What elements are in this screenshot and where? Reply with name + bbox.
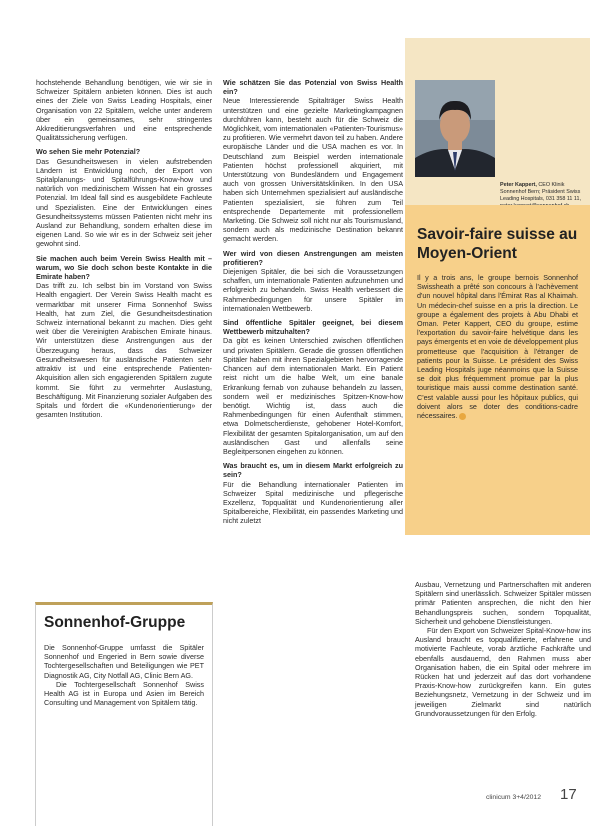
question-heading: Sind öffentliche Spitäler geeignet, bei diesem Wettbewerb mitzuhalten? xyxy=(223,318,403,337)
paragraph: Für den Export von Schweizer Spital-Know-how ins Ausland braucht es topqualifizierte, erfahrene und motivierte Fachleute, vorab ärztliche Fachkräfte und ebenfalls ausdauernd, den Rahmen muss aber Organisation haben, die ein Spital oder mehrere im Rücken hat und jederzeit auf das dort vorhandene Praxis-Know-how zurückgreifen kann. Ein gutes Beziehungsnetz, Vernetzung in der Schweiz und im jeweiligen Zielmarkt sind natürlich Grundvoraussetzungen für den Erfolg. xyxy=(415,626,591,718)
magazine-footer: clinicum 3+4/2012 xyxy=(486,794,541,801)
paragraph: Das trifft zu. Ich selbst bin im Vorstand von Swiss Health engagiert. Der Verein Swiss Health macht es vermarktbar mit unserer Firma Sonnenhof Swiss Health, hat zum Ziel, die Gesundheitsdestination Schweiz international bekannt zu machen. Dies geht weit über die Vereinigten Arabischen Emirate hinaus. Wir unterstützen diese Anstrengungen aus der Überzeugung heraus, dass das Schweizer Gesundheitswesen für ausländische Patienten sehr attraktiv ist und eine entsprechende Patienten-Akquisition allen sich engagierenden Spitälern zugute kommt. Sie führt zu vermehrter Auslastung, Beschäftigung. Mit Finanzierung sozialer Aufgaben des Spitals und fördert die «Kundenorientierung» der gesamten Institution. xyxy=(36,281,212,420)
box-title: Sonnenhof-Gruppe xyxy=(44,614,186,631)
question-heading: Sie machen auch beim Verein Swiss Health mit – warum, wo Sie doch schon beste Kontakte in die Emirate haben? xyxy=(36,253,212,282)
column-1 xyxy=(36,78,212,419)
paragraph: hochstehende Behandlung benötigen, wie wir sie in Schweizer Spitälern anbieten können. Dies ist auch eines der Ziele von Swiss Leading Hospitals, einer Organisation von 22 Spitälern, welche unter anderem über ein gemeinsames, sehr stringentes Akkreditierungsverfahren und eine entsprechende Qualitätssicherung verfügen. xyxy=(36,78,212,143)
sonnenhof-info-box xyxy=(35,602,213,826)
box-text xyxy=(417,273,578,420)
paragraph: Für die Behandlung internationaler Patienten im Schweizer Spital medizinische und pflegerische Exzellenz, Topqualität und Kundenorientierung aller Spitalbereiche, Flexibilität, ein passendes Marketing und nicht zuletzt xyxy=(223,479,403,526)
column-2 xyxy=(223,78,403,526)
paragraph: Das Gesundheitswesen in vielen aufstrebenden Ländern ist Entwicklung noch, der Export von Spitalplanungs- und Spitalführungs-Know-how und natürlich von medizinischem Wissen hat ein grosses Potenzial. Im Ideal fall sind es ausgebildete Fachleute und Spezialisten. Eine der Entwicklungen eines Gesundheitssystems müssen Patienten nicht mehr ins Ausland zur Behandlung, sondern erhalten diese im eigenen Land. So wie wir es in der Schweiz seit jeher gewohnt sind. xyxy=(36,156,212,249)
paragraph: Die Sonnenhof-Gruppe umfasst die Spitäler Sonnenhof und Engeried in Bern sowie diverse Tochtergesellschaften und Beteiligungen wie PET Diagnostik AG, City Notfall AG, Clinic Bern AG. xyxy=(44,643,204,680)
portrait-photo xyxy=(415,80,495,177)
question-heading: Was braucht es, um in diesem Markt erfolgreich zu sein? xyxy=(223,461,403,480)
column-3 xyxy=(415,580,591,718)
question-heading: Wer wird von diesen Anstrengungen am meisten profitieren? xyxy=(223,248,403,267)
question-heading: Wo sehen Sie mehr Potenzial? xyxy=(36,147,141,157)
paragraph: Ausbau, Vernetzung und Partnerschaften mit anderen Spitälern sind unerlässlich. Schweizer Spitäler müssen primär Patienten ansprechen, die nicht den hier Behandlungspreis suchen, sondern Topqualität, Sicherheit und gehobene Dienstleistungen. xyxy=(415,580,591,626)
caption-text: CEO Klinik Sonnenhof Bern; Präsident Swiss Leading Hospitals, 031 358 11 11, xyxy=(500,182,582,202)
page-number: 17 xyxy=(560,786,577,803)
box-text-content: Il y a trois ans, le groupe bernois Sonnenhof Swissheath a prêté son concours à l'achèvement d'un nouvel hôpital dans l'Émirat Ras al Khaimah. Un médecin-chef suisse en a pris la direction. Le groupe a également des projets à Abu Dhabi et Oman. Peter Kappert, CEO du groupe, estime l'exportation du savoir-faire helvétique dans les pays émergents et en voie de développement plus prometteuse que l'acquisition à l'étranger de patients pour la Suisse. Le président des Swiss Leading Hospitals juge néanmoins que la Suisse se doit plus fréquemment promue par la plus touristique mais aussi comme destination santé. C'est valable aussi pour les hôpitaux publics, qui doivent alors se doter des conditions-cadre nécessaires. xyxy=(417,273,578,421)
paragraph: Neue Interessierende Spitalträger Swiss Health unterstützen und eine gezielte Marketingkampagnen durchführen kann, besteht auch für die Schweiz die Möglichkeit, vom internationalen «Patienten-Tourismus» zu profitieren. Wie vermehrt davon teil zu haben. Andere europäische Länder und die USA machen es vor. In Deutschland zum Beispiel werden internationale Patienten höchst professionell akquiriert, mit Unterstützung von Bundesländern und Engagement auch von grossen Universitätskliniken. In den USA haben sich Unternehmen spezialisiert auf ausländische Patienten spezialisiert, sie führen zum Teil entsprechende Departemente mit professionellem Marketing. Die Schweiz soll nicht nur als Tourismusland, sondern auch als medizinische Destination bekannt gemacht werden. xyxy=(223,96,403,244)
paragraph: Diejenigen Spitäler, die bei sich die Voraussetzungen schaffen, um internationale Patienten aufzunehmen und erfolgreich zu behandeln. Swiss Health verbessert die Rahmenbedingungen für unsere Spitäler im internationalen Wettbewerb. xyxy=(223,267,403,313)
end-dot-icon xyxy=(459,413,466,420)
french-summary-box xyxy=(405,205,590,535)
question-heading: Wie schätzen Sie das Potenzial von Swiss Health ein? xyxy=(223,78,403,97)
paragraph: Da gibt es keinen Unterschied zwischen öffentlichen und privaten Spitälern. Gerade die grossen öffentlichen Spitäler haben mit ihren Spezialgebieten hervorragende Chancen auf dem internationalen Markt. Ein Patient reist nicht um die halbe Welt, um eine banale Erkrankung fernab von zuhause behandeln zu lassen, sondern weil er medizinisches Spitzen-Know-how benötigt. Wichtig ist, dass auch die Rahmenbedingungen für einen Aufenthalt stimmen, etwa Dolmetscherdienste, gehobener Hotel-Komfort, Flexibilität der gesamten Spitalorganisation, um auf den ausländischen Gast und allenfalls seine Begleitpersonen eingehen zu können. xyxy=(223,336,403,456)
caption-name: Peter Kappert, xyxy=(500,182,537,188)
paragraph: Die Tochtergesellschaft Sonnenhof Swiss Health AG ist in Europa und Asien im Bereich Consulting und Management von Spitälern tätig. xyxy=(44,679,204,708)
box-title: Savoir-faire suisse au Moyen-Orient xyxy=(417,226,578,262)
